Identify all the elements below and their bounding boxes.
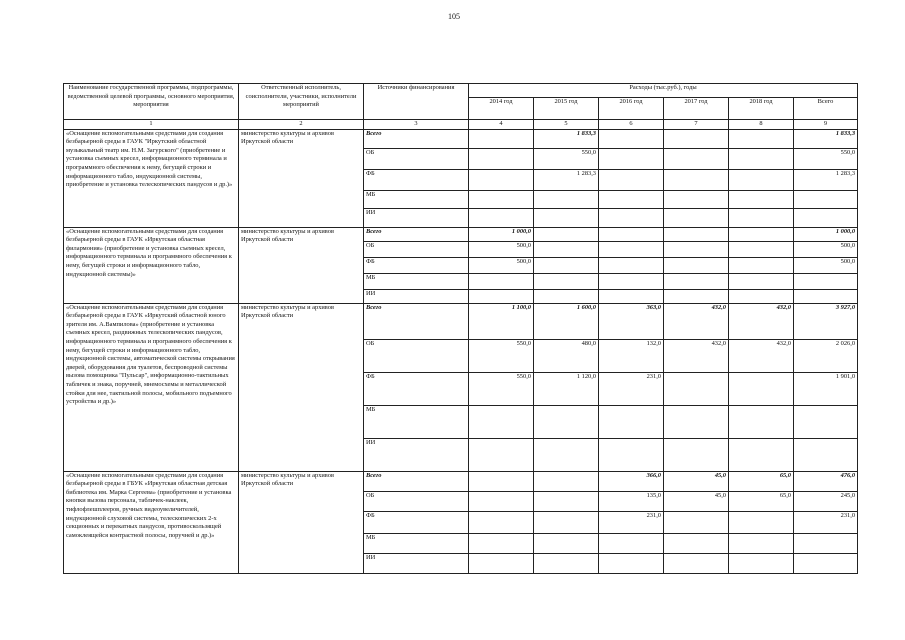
year-value-cell: 132,0 — [599, 339, 664, 372]
header-year: 2017 год — [664, 98, 729, 120]
year-value-cell: 231,0 — [599, 372, 664, 405]
column-number: 6 — [599, 120, 664, 130]
year-value-cell — [729, 438, 794, 471]
year-value-cell — [664, 241, 729, 257]
funding-source: ФБ — [364, 372, 469, 405]
year-value-cell: 1 833,3 — [534, 129, 599, 148]
year-value-cell — [664, 190, 729, 208]
year-value-cell — [729, 553, 794, 573]
year-value-cell — [599, 289, 664, 303]
total-cell: 476,0 — [794, 471, 858, 491]
year-value-cell: 1 283,3 — [534, 169, 599, 190]
funding-source: Всего — [364, 303, 469, 339]
year-value-cell — [534, 190, 599, 208]
year-value-cell — [534, 273, 599, 289]
funding-source: МБ — [364, 533, 469, 553]
measure-name: «Оснащение вспомогательными средствами для создания безбарьерной среды в ГБУК «Иркутская областная детская библиотека им. Марка Сергеева» (приобретение и установка кнопки вызова персонала, табличек-наклеек, тифлофлешплееров, ручных видеоувеличителей, индукционной слуховой системы, телескопических 2-х секционных и перекатных пандусов, противоскользящей самоклеящейся контрастной полосы, поручней и др.)» — [64, 471, 239, 573]
year-value-cell: 1 120,0 — [534, 372, 599, 405]
header-name: Наименование государственной программы, подпрограммы, ведомственной целевой программы, основного мероприятия, мероприятия — [64, 84, 239, 120]
funding-source: Всего — [364, 471, 469, 491]
year-value-cell: 432,0 — [664, 303, 729, 339]
year-value-cell — [534, 405, 599, 438]
total-cell — [794, 273, 858, 289]
year-value-cell: 432,0 — [729, 339, 794, 372]
funding-source: ФБ — [364, 511, 469, 533]
funding-source: МБ — [364, 190, 469, 208]
year-value-cell — [469, 148, 534, 169]
total-cell: 231,0 — [794, 511, 858, 533]
year-value-cell: 550,0 — [469, 372, 534, 405]
year-value-cell — [469, 438, 534, 471]
responsible-executor: министерство культуры и архивов Иркутской области — [239, 471, 364, 573]
year-value-cell — [534, 241, 599, 257]
year-value-cell — [664, 148, 729, 169]
year-value-cell — [599, 273, 664, 289]
total-cell: 245,0 — [794, 491, 858, 511]
total-cell — [794, 553, 858, 573]
year-value-cell — [469, 471, 534, 491]
column-number: 8 — [729, 120, 794, 130]
total-cell — [794, 190, 858, 208]
funding-source: ОБ — [364, 339, 469, 372]
total-cell: 2 026,0 — [794, 339, 858, 372]
year-value-cell — [664, 438, 729, 471]
total-cell: 500,0 — [794, 241, 858, 257]
year-value-cell — [729, 289, 794, 303]
expenses-table — [63, 83, 858, 574]
year-value-cell — [729, 533, 794, 553]
year-value-cell — [729, 241, 794, 257]
year-value-cell — [729, 273, 794, 289]
funding-source: МБ — [364, 405, 469, 438]
table-row — [64, 303, 858, 339]
year-value-cell — [599, 208, 664, 227]
year-value-cell — [469, 129, 534, 148]
year-value-cell: 45,0 — [664, 491, 729, 511]
responsible-executor: министерство культуры и архивов Иркутской области — [239, 129, 364, 227]
year-value-cell — [729, 511, 794, 533]
year-value-cell — [664, 227, 729, 241]
year-value-cell: 1 600,0 — [534, 303, 599, 339]
table-row — [64, 471, 858, 491]
year-value-cell — [469, 169, 534, 190]
measure-name: «Оснащение вспомогательными средствами для создания безбарьерной среды в ГАУК «Иркутский областной юного зрителя им. А.Вампилова» (приобретение и установка съемных кресел, раздвижных телескопических пандусов, информационного терминала и программного обеспечения к нему, бегущей строки и информационного табло, индукционной системы, автоматической системы открывания дверей, оборудования для туалетов, беспроводной системы вызова помощника "Пульсар", информационно-тактильных табличек и знака, поручней, мнемосхемы и металлической стойки для нее, тактильной полосы, мобильного подъемного устройства и др.)» — [64, 303, 239, 471]
funding-source: ОБ — [364, 148, 469, 169]
year-value-cell — [664, 511, 729, 533]
year-value-cell — [534, 553, 599, 573]
responsible-executor: министерство культуры и архивов Иркутской области — [239, 303, 364, 471]
year-value-cell — [469, 511, 534, 533]
year-value-cell — [664, 129, 729, 148]
year-value-cell — [469, 208, 534, 227]
total-cell — [794, 289, 858, 303]
year-value-cell — [664, 289, 729, 303]
year-value-cell — [534, 438, 599, 471]
year-value-cell — [469, 190, 534, 208]
year-value-cell — [729, 208, 794, 227]
funding-source: ИИ — [364, 208, 469, 227]
funding-source: Всего — [364, 129, 469, 148]
year-value-cell — [729, 405, 794, 438]
year-value-cell — [534, 227, 599, 241]
funding-source: ИИ — [364, 438, 469, 471]
year-value-cell: 1 100,0 — [469, 303, 534, 339]
table-row — [64, 129, 858, 148]
year-value-cell: 45,0 — [664, 471, 729, 491]
year-value-cell — [599, 190, 664, 208]
year-value-cell — [599, 257, 664, 273]
year-value-cell — [469, 491, 534, 511]
funding-source: Всего — [364, 227, 469, 241]
header-responsible: Ответственный исполнитель, соисполнители, участники, исполнители мероприятий — [239, 84, 364, 120]
year-value-cell — [599, 405, 664, 438]
measure-name: «Оснащение вспомогательными средствами для создания безбарьерной среды в ГАУК «Иркутская областная филармония» (приобретение и установка съемных кресел, информационного терминала и программного обеспечения к нему, бегущей строки и информационного табло, индукционной системы)» — [64, 227, 239, 303]
column-number: 1 — [64, 120, 239, 130]
year-value-cell — [469, 273, 534, 289]
year-value-cell — [599, 553, 664, 573]
year-value-cell — [599, 169, 664, 190]
funding-source: ИИ — [364, 289, 469, 303]
year-value-cell — [534, 257, 599, 273]
column-number: 2 — [239, 120, 364, 130]
total-cell: 3 927,0 — [794, 303, 858, 339]
header-source: Источники финансирования — [364, 84, 469, 120]
year-value-cell — [534, 491, 599, 511]
total-cell: 500,0 — [794, 257, 858, 273]
year-value-cell — [469, 533, 534, 553]
year-value-cell — [664, 208, 729, 227]
year-value-cell — [664, 372, 729, 405]
funding-source: ОБ — [364, 491, 469, 511]
year-value-cell — [599, 129, 664, 148]
total-cell — [794, 533, 858, 553]
year-value-cell: 500,0 — [469, 241, 534, 257]
header-year: 2015 год — [534, 98, 599, 120]
header-expenses: Расходы (тыс.руб.), годы — [469, 84, 858, 98]
responsible-executor: министерство культуры и архивов Иркутской области — [239, 227, 364, 303]
year-value-cell — [729, 227, 794, 241]
year-value-cell — [664, 553, 729, 573]
year-value-cell: 500,0 — [469, 257, 534, 273]
total-cell — [794, 405, 858, 438]
year-value-cell — [469, 553, 534, 573]
year-value-cell — [664, 405, 729, 438]
header-year: 2016 год — [599, 98, 664, 120]
year-value-cell — [599, 438, 664, 471]
year-value-cell — [599, 148, 664, 169]
year-value-cell: 432,0 — [729, 303, 794, 339]
year-value-cell — [729, 372, 794, 405]
year-value-cell — [534, 533, 599, 553]
year-value-cell — [599, 533, 664, 553]
year-value-cell: 432,0 — [664, 339, 729, 372]
year-value-cell: 363,0 — [599, 303, 664, 339]
total-cell: 550,0 — [794, 148, 858, 169]
year-value-cell — [664, 273, 729, 289]
year-value-cell — [664, 533, 729, 553]
header-year: 2014 год — [469, 98, 534, 120]
year-value-cell — [729, 129, 794, 148]
year-value-cell — [729, 190, 794, 208]
year-value-cell: 135,0 — [599, 491, 664, 511]
year-value-cell — [599, 227, 664, 241]
year-value-cell — [599, 241, 664, 257]
year-value-cell — [534, 289, 599, 303]
table-row — [64, 227, 858, 241]
column-number: 5 — [534, 120, 599, 130]
year-value-cell — [534, 208, 599, 227]
year-value-cell: 366,0 — [599, 471, 664, 491]
year-value-cell — [729, 169, 794, 190]
funding-source: МБ — [364, 273, 469, 289]
year-value-cell: 231,0 — [599, 511, 664, 533]
year-value-cell — [664, 257, 729, 273]
year-value-cell: 480,0 — [534, 339, 599, 372]
column-number: 4 — [469, 120, 534, 130]
total-cell: 1 901,0 — [794, 372, 858, 405]
page-number: 105 — [448, 12, 460, 21]
year-value-cell: 65,0 — [729, 491, 794, 511]
year-value-cell: 1 000,0 — [469, 227, 534, 241]
year-value-cell — [469, 405, 534, 438]
header-total: Всего — [794, 98, 858, 120]
total-cell: 1 833,3 — [794, 129, 858, 148]
total-cell — [794, 208, 858, 227]
column-number: 7 — [664, 120, 729, 130]
funding-source: ФБ — [364, 257, 469, 273]
year-value-cell: 550,0 — [469, 339, 534, 372]
funding-source: ИИ — [364, 553, 469, 573]
total-cell: 1 000,0 — [794, 227, 858, 241]
funding-source: ФБ — [364, 169, 469, 190]
column-number: 3 — [364, 120, 469, 130]
total-cell: 1 283,3 — [794, 169, 858, 190]
year-value-cell: 550,0 — [534, 148, 599, 169]
year-value-cell — [534, 471, 599, 491]
funding-source: ОБ — [364, 241, 469, 257]
year-value-cell — [729, 148, 794, 169]
year-value-cell — [469, 289, 534, 303]
total-cell — [794, 438, 858, 471]
year-value-cell: 65,0 — [729, 471, 794, 491]
measure-name: «Оснащение вспомогательными средствами для создания безбарьерной среды в ГАУК "Иркутский областной музыкальный театр им. Н.М. Загурского" (приобретение и установка съемных кресел, информационного терминала и программного обеспечения к нему, бегущей строки и информационного табло, индукционной системы, приобретение и установка телескопических пандусов и др.)» — [64, 129, 239, 227]
year-value-cell — [729, 257, 794, 273]
column-number: 9 — [794, 120, 858, 130]
header-year: 2018 год — [729, 98, 794, 120]
year-value-cell — [664, 169, 729, 190]
year-value-cell — [534, 511, 599, 533]
